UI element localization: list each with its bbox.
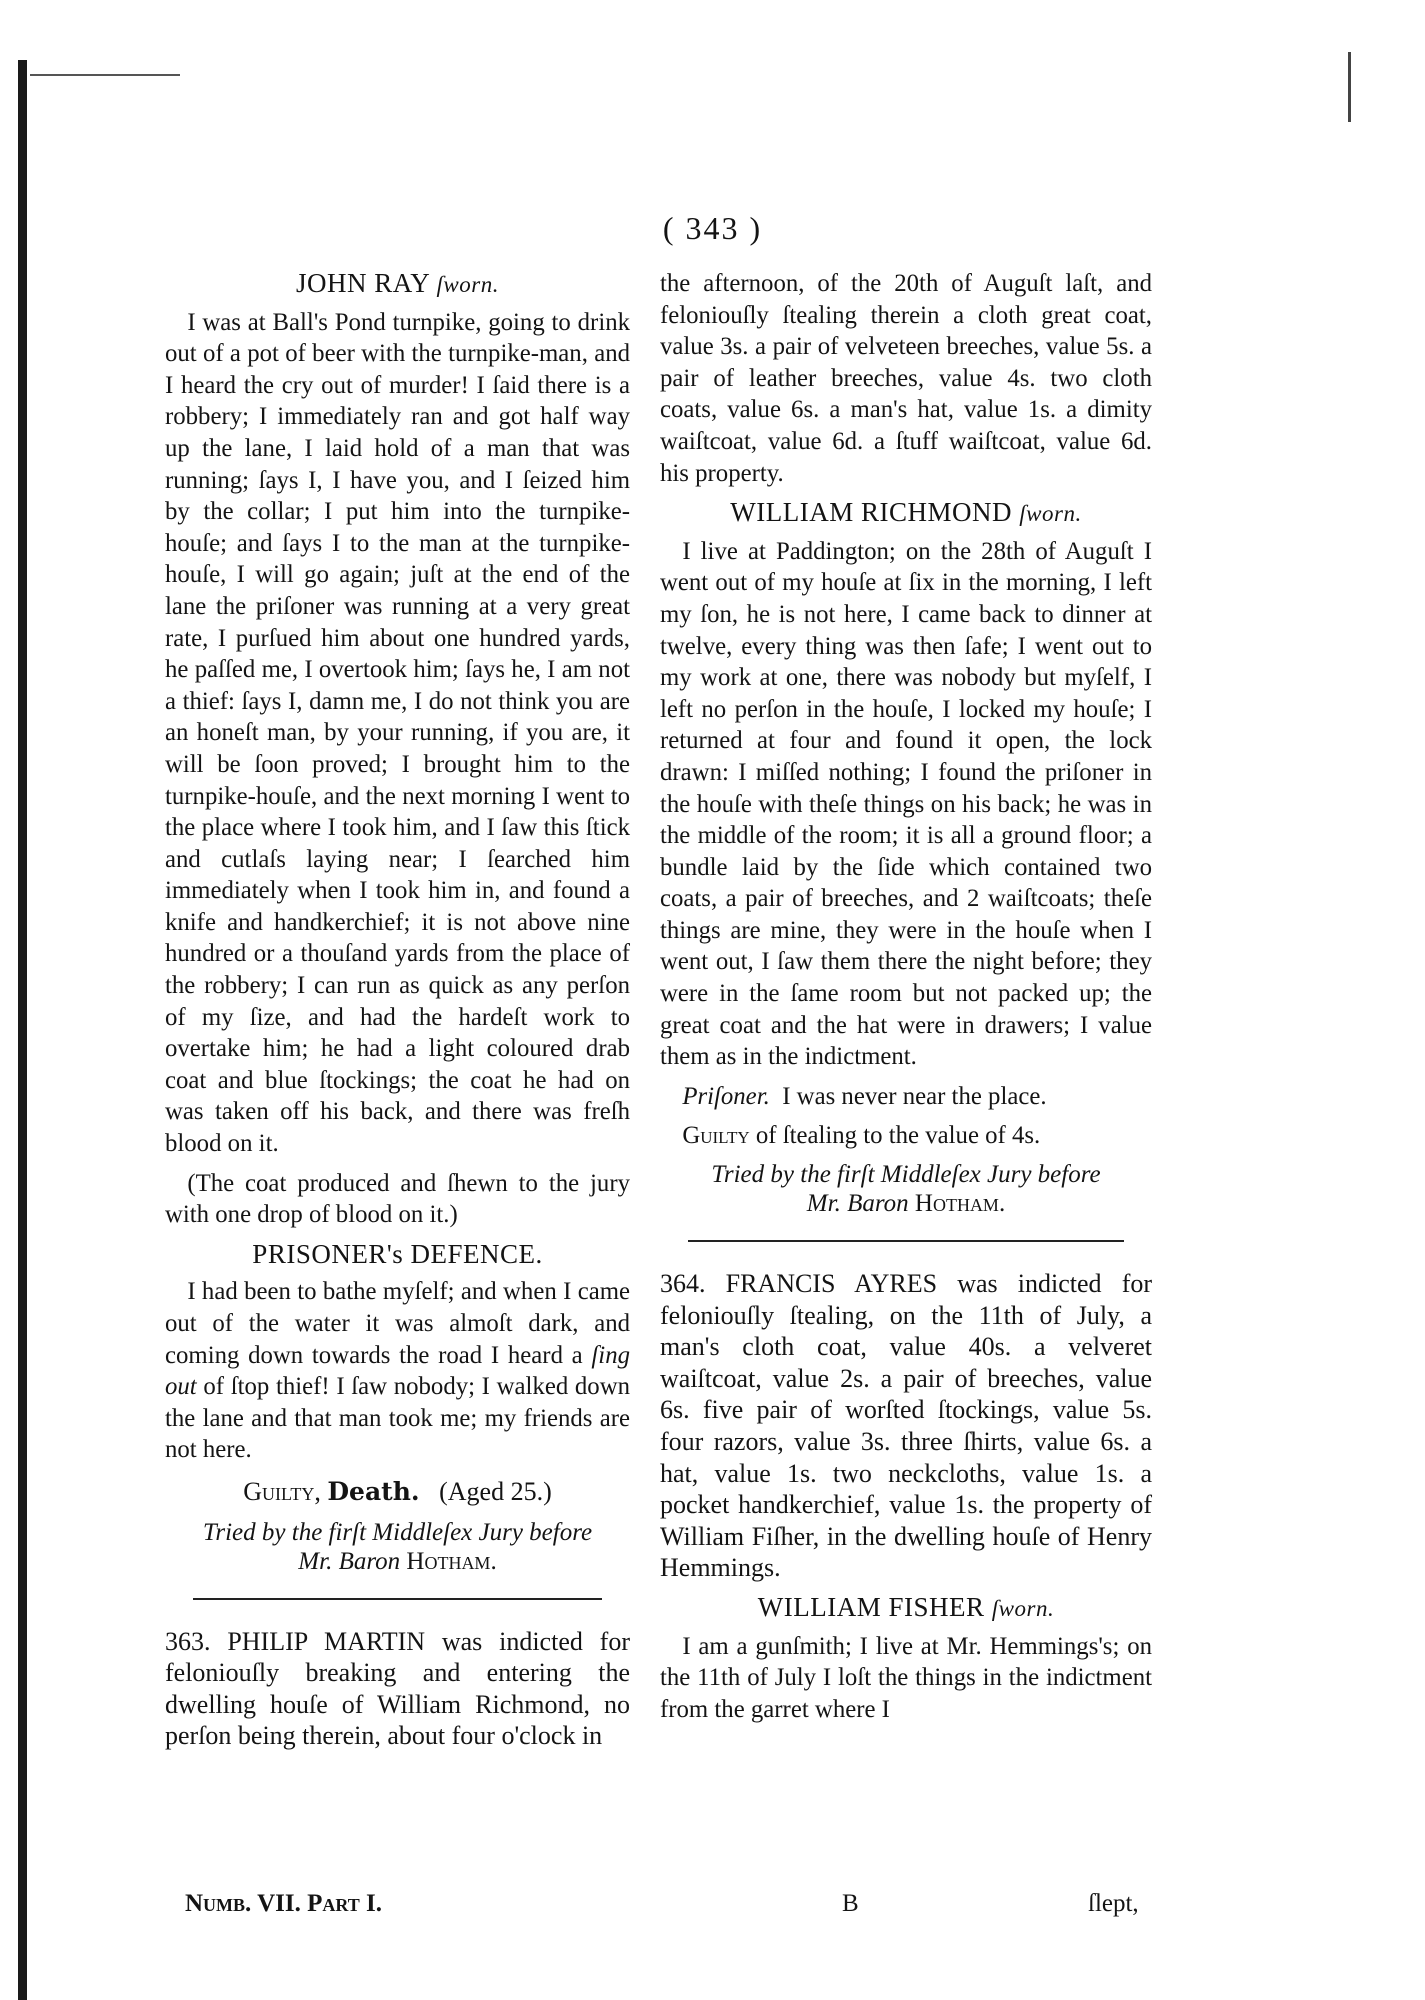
sworn-label: ſworn.	[436, 272, 499, 297]
verdict-death: Death.	[327, 1476, 420, 1506]
page-number: ( 343 )	[662, 210, 763, 246]
prisoners-defence-heading: PRISONER's DEFENCE.	[252, 1238, 543, 1269]
witness-name: WILLIAM FISHER	[757, 1591, 985, 1622]
court-note: (The coat produced and ſhewn to the jury with one drop of blood on it.)	[165, 1169, 630, 1229]
page-top-rule	[30, 74, 180, 76]
page-right-edge-mark	[1348, 52, 1351, 122]
section-divider	[688, 1240, 1124, 1242]
witness-heading-william-fisher	[660, 1592, 1152, 1625]
left-column	[165, 268, 630, 1760]
signature-line: Numb. VII. Part I.	[185, 1890, 382, 1917]
witness-heading-john-ray	[165, 268, 630, 301]
case-number: 364.	[660, 1269, 706, 1299]
verdict-guilty: Guilty,	[243, 1476, 321, 1506]
witness-name: WILLIAM RICHMOND	[730, 497, 1013, 528]
case-number: 363.	[165, 1626, 211, 1656]
page-binding-edge	[18, 60, 27, 2000]
testimony-john-ray: I was at Ball's Pond turnpike, going to drink out of a pot of beer with the turnpike-man, and I heard the cry out of murder! I ſaid there is a robbery; I immediately ran and got half way up the lane, I laid hold of a man that was running; ſays I, I have you, and I ſeized him by the collar; I put him into the turnpike-houſe; and ſays I to the man at the turnpike-houſe, I will go again; juſt at the end of the lane the priſoner was running at a very great rate, I purſued him about one hundred yards, he paſſed me, I overtook him; ſays he, I am not a thief: ſays I, damn me, I do not think you are an honeſt man, by your running, if you are, it will be ſoon proved; I brought him to the turnpike-houſe, and the next morning I went to the place where I took him, and I ſaw this ſtick and cutlaſs laying near; I ſearched him immediately when I took him in, and found a knife and handkerchief; it is not above nine hundred or a thouſand yards from the place of the robbery; I can run as quick as any perſon of my ſize, and had the hardeſt work to overtake him; he had a light coloured drab coat and blue ſtockings; the coat he had on was taken off his back, and there was freſh blood on it.	[165, 308, 630, 1158]
signature-mark: B	[842, 1890, 859, 1917]
tried-by-line: Tried by the firſt Middleſex Jury before Mr. Baron Hotham.	[202, 1518, 593, 1575]
prisoner-defence-text: I had been to bathe myſelf; and when I came out of the water it was almoſt dark, and coming down towards the road I heard a ſing out of ſtop thief! I ſaw nobody; I walked down the lane and that man took me; my friends are not here.	[165, 1278, 630, 1464]
right-column	[660, 268, 1152, 1733]
catchword: ſlept,	[1088, 1890, 1139, 1917]
defendant-name: PHILIP MARTIN	[227, 1626, 426, 1656]
section-divider	[193, 1598, 602, 1600]
verdict-line: Guilty of ſtealing to the value of 4s.	[682, 1122, 1041, 1150]
tried-by-line: Tried by the firſt Middleſex Jury before Mr. Baron Hotham.	[711, 1161, 1101, 1218]
sworn-label: ſworn.	[1019, 501, 1082, 527]
case-363-continuation: the afternoon, of the 20th of Auguſt laſt, and feloniouſly ſtealing therein a cloth great coat, value 3s. a pair of velveteen breeches, value 5s. a pair of leather breeches, value 4s. two cloth coats, value 6s. a man's hat, value 1s. a dimity waiſtcoat, value 6d. a ſtuff waiſtcoat, value 6d. his property.	[660, 270, 1152, 487]
testimony-william-fisher: I am a gunſmith; I live at Mr. Hemmings's; on the 11th of July I loſt the things in the indictment from the garret where I	[660, 1632, 1152, 1723]
case-363-indictment: 363. PHILIP MARTIN was indicted for feloniouſly breaking and entering the dwelling houſe of William Richmond, no perſon being therein, about four o'clock in	[165, 1626, 630, 1751]
verdict-age: (Aged 25.)	[439, 1476, 552, 1506]
prisoner-statement: Priſoner. I was never near the place.	[682, 1082, 1047, 1110]
defendant-name: FRANCIS AYRES	[725, 1269, 938, 1299]
italic-phrase: ſing out	[165, 1341, 630, 1401]
verdict-guilty: Guilty	[682, 1122, 750, 1150]
prisoner-label: Priſoner.	[682, 1082, 770, 1110]
verdict-line	[165, 1476, 630, 1508]
sworn-label: ſworn.	[991, 1595, 1055, 1621]
witness-heading-william-richmond	[660, 497, 1152, 530]
witness-name: JOHN RAY	[296, 268, 430, 298]
testimony-william-richmond: I live at Paddington; on the 28th of Auguſt I went out of my houſe at ſix in the morning, I left my ſon, he is not here, I came back to dinner at twelve, every thing was then ſafe; I went out to my work at one, there was nobody but myſelf, I left no perſon in the houſe, I locked my houſe; I returned at four and found it open, the lock drawn: I miſſed nothing; I found the priſoner in the houſe with theſe things on his back; he was in the middle of the room; it is all a ground floor; a bundle laid by the ſide which contained two coats, a pair of breeches, and 2 waiſtcoats; theſe things are mine, they were in the houſe when I went out, I ſaw them there the night before; they were in the ſame room but not packed up; the great coat and the hat were in drawers; I value them as in the indictment.	[660, 537, 1152, 1071]
case-364-indictment: 364. FRANCIS AYRES was indicted for feloniouſly ſtealing, on the 11th of July, a man's cloth coat, value 40s. a velveret waiſtcoat, value 2s. a pair of breeches, value 6s. five pair of worſted ſtockings, value 5s. four razors, value 3s. three ſhirts, value 6s. a hat, value 1s. two neckcloths, value 1s. a pocket handkerchief, value 1s. the property of William Fiſher, in the dwelling houſe of Henry Hemmings.	[660, 1269, 1153, 1583]
